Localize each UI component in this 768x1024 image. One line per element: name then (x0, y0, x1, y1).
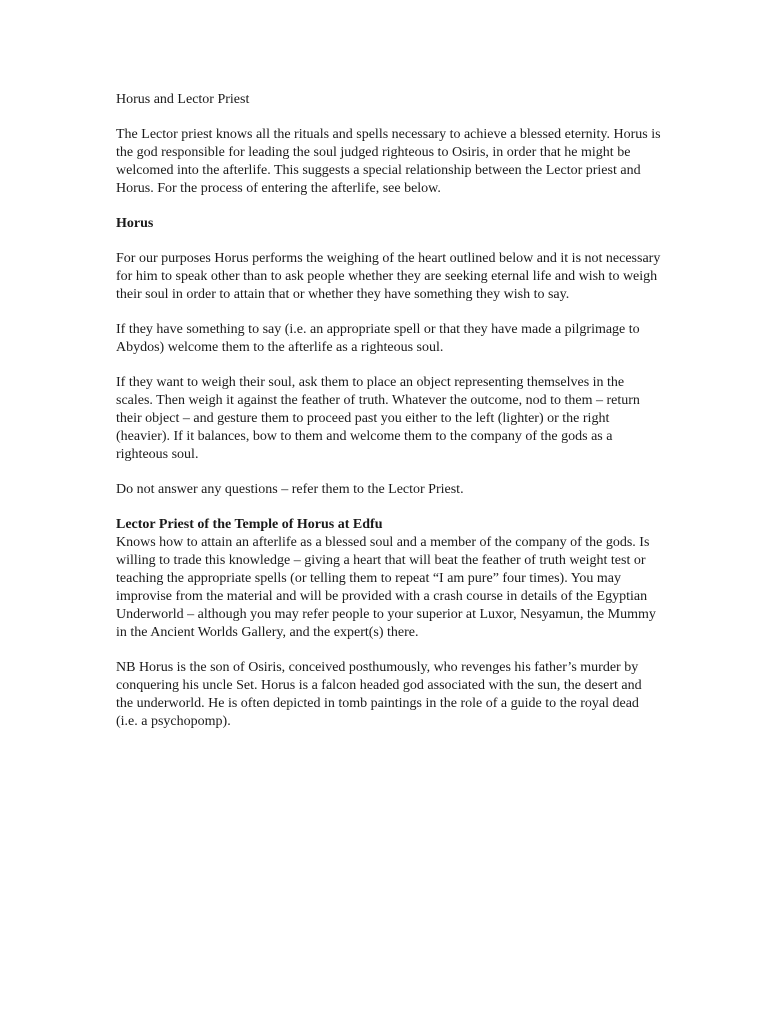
horus-heading: Horus (116, 216, 154, 231)
document-title: Horus and Lector Priest (116, 92, 250, 107)
intro-paragraph: The Lector priest knows all the rituals and spells necessary to achieve a blessed eternity. Horus is the god responsible for leading the soul judged righteous to Osiris, in order that he might be welcomed into the afterlife. This suggests a special relationship between the Lector priest and Horus. For the process of entering the afterlife, see below. (116, 127, 661, 196)
nb-paragraph: NB Horus is the son of Osiris, conceived posthumously, who revenges his father’s murder by conquering his uncle Set. Horus is a falcon headed god associated with the sun, the desert and the underworld. He is often depicted in tomb paintings in the role of a guide to the royal dead (i.e. a psychopomp). (116, 660, 642, 729)
horus-paragraph-3: If they want to weigh their soul, ask them to place an object representing themselves in the scales. Then weigh it against the feather of truth. Whatever the outcome, nod to them – return their object – and gesture them to proceed past you either to the left (lighter) or the right (heavier). If it balances, bow to them and welcome them to the company of the gods as a righteous soul. (116, 375, 640, 462)
document-page (116, 91, 661, 748)
lector-priest-heading: Lector Priest of the Temple of Horus at Edfu (116, 517, 383, 532)
horus-paragraph-4: Do not answer any questions – refer them to the Lector Priest. (116, 482, 464, 497)
horus-paragraph-1: For our purposes Horus performs the weighing of the heart outlined below and it is not necessary for him to speak other than to ask people whether they are seeking eternal life and wish to weigh their soul in order to attain that or whether they have something they wish to say. (116, 251, 661, 302)
lector-paragraph-1: Knows how to attain an afterlife as a blessed soul and a member of the company of the gods. Is willing to trade this knowledge – giving a heart that will beat the feather of truth weight test or teaching the appropriate spells (or telling them to repeat “I am pure” four times). You may improvise from the material and will be provided with a crash course in details of the Egyptian Underworld – although you may refer people to your superior at Luxor, Nesyamun, the Mummy in the Ancient Worlds Gallery, and the expert(s) there. (116, 535, 656, 640)
horus-paragraph-2: If they have something to say (i.e. an appropriate spell or that they have made a pilgrimage to Abydos) welcome them to the afterlife as a righteous soul. (116, 322, 640, 355)
